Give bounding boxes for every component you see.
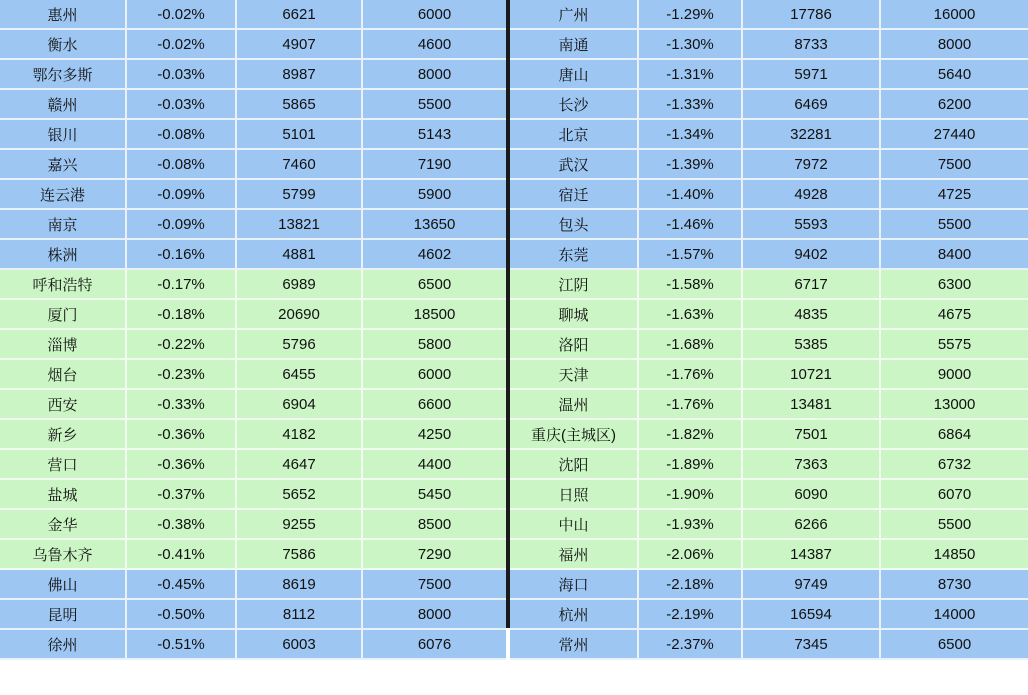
- city-cell: 福州: [510, 539, 638, 569]
- change-cell: -0.45%: [126, 569, 236, 599]
- value-cell: 13481: [742, 389, 880, 419]
- value-cell: 4675: [880, 299, 1028, 329]
- value-cell: 4600: [362, 29, 506, 59]
- right-table-body: [510, 0, 1028, 659]
- value-cell: 8619: [236, 569, 362, 599]
- change-cell: -0.50%: [126, 599, 236, 629]
- value-cell: 27440: [880, 119, 1028, 149]
- change-cell: -1.33%: [638, 89, 742, 119]
- table-row: [510, 149, 1028, 179]
- value-cell: 4647: [236, 449, 362, 479]
- table-row: [510, 269, 1028, 299]
- value-cell: 8730: [880, 569, 1028, 599]
- city-cell: 营口: [0, 449, 126, 479]
- value-cell: 6717: [742, 269, 880, 299]
- value-cell: 7586: [236, 539, 362, 569]
- change-cell: -1.30%: [638, 29, 742, 59]
- city-cell: 株洲: [0, 239, 126, 269]
- value-cell: 6600: [362, 389, 506, 419]
- city-cell: 中山: [510, 509, 638, 539]
- table-row: [510, 509, 1028, 539]
- city-cell: 包头: [510, 209, 638, 239]
- city-cell: 武汉: [510, 149, 638, 179]
- change-cell: -1.31%: [638, 59, 742, 89]
- value-cell: 9000: [880, 359, 1028, 389]
- value-cell: 9255: [236, 509, 362, 539]
- change-cell: -0.08%: [126, 149, 236, 179]
- value-cell: 4835: [742, 299, 880, 329]
- value-cell: 5143: [362, 119, 506, 149]
- value-cell: 13821: [236, 209, 362, 239]
- value-cell: 6076: [362, 629, 506, 659]
- city-cell: 惠州: [0, 0, 126, 29]
- value-cell: 5500: [362, 89, 506, 119]
- value-cell: 5800: [362, 329, 506, 359]
- change-cell: -1.76%: [638, 389, 742, 419]
- table-row: [510, 419, 1028, 449]
- city-cell: 连云港: [0, 179, 126, 209]
- city-cell: 昆明: [0, 599, 126, 629]
- value-cell: 4881: [236, 239, 362, 269]
- city-cell: 烟台: [0, 359, 126, 389]
- change-cell: -1.40%: [638, 179, 742, 209]
- value-cell: 6090: [742, 479, 880, 509]
- value-cell: 8000: [880, 29, 1028, 59]
- value-cell: 7290: [362, 539, 506, 569]
- value-cell: 6989: [236, 269, 362, 299]
- table-row: [0, 419, 506, 449]
- table-row: [510, 479, 1028, 509]
- table-row: [510, 239, 1028, 269]
- table-row: [0, 509, 506, 539]
- change-cell: -0.02%: [126, 0, 236, 29]
- table-row: [510, 29, 1028, 59]
- table-row: [510, 389, 1028, 419]
- table-row: [0, 329, 506, 359]
- left-table-body: [0, 0, 506, 659]
- change-cell: -0.38%: [126, 509, 236, 539]
- table-row: [0, 629, 506, 659]
- value-cell: 5593: [742, 209, 880, 239]
- value-cell: 8000: [362, 599, 506, 629]
- change-cell: -1.57%: [638, 239, 742, 269]
- table-row: [510, 449, 1028, 479]
- value-cell: 4400: [362, 449, 506, 479]
- city-cell: 金华: [0, 509, 126, 539]
- change-cell: -0.51%: [126, 629, 236, 659]
- value-cell: 5385: [742, 329, 880, 359]
- change-cell: -1.93%: [638, 509, 742, 539]
- table-row: [510, 209, 1028, 239]
- value-cell: 6000: [362, 0, 506, 29]
- city-cell: 呼和浩特: [0, 269, 126, 299]
- table-row: [0, 359, 506, 389]
- table-row: [0, 479, 506, 509]
- change-cell: -1.68%: [638, 329, 742, 359]
- value-cell: 7190: [362, 149, 506, 179]
- change-cell: -0.09%: [126, 209, 236, 239]
- change-cell: -1.29%: [638, 0, 742, 29]
- value-cell: 5500: [880, 509, 1028, 539]
- table-row: [510, 299, 1028, 329]
- value-cell: 5500: [880, 209, 1028, 239]
- value-cell: 7501: [742, 419, 880, 449]
- city-cell: 广州: [510, 0, 638, 29]
- value-cell: 32281: [742, 119, 880, 149]
- value-cell: 6904: [236, 389, 362, 419]
- city-cell: 厦门: [0, 299, 126, 329]
- change-cell: -0.18%: [126, 299, 236, 329]
- value-cell: 5575: [880, 329, 1028, 359]
- value-cell: 6300: [880, 269, 1028, 299]
- value-cell: 6500: [362, 269, 506, 299]
- value-cell: 6500: [880, 629, 1028, 659]
- value-cell: 9402: [742, 239, 880, 269]
- table-row: [510, 179, 1028, 209]
- change-cell: -0.37%: [126, 479, 236, 509]
- table-row: [510, 119, 1028, 149]
- change-cell: -1.82%: [638, 419, 742, 449]
- table-row: [0, 569, 506, 599]
- value-cell: 7345: [742, 629, 880, 659]
- change-cell: -0.36%: [126, 419, 236, 449]
- table-row: [510, 329, 1028, 359]
- table-row: [0, 389, 506, 419]
- table-row: [510, 569, 1028, 599]
- change-cell: -1.63%: [638, 299, 742, 329]
- value-cell: 5652: [236, 479, 362, 509]
- table-row: [0, 209, 506, 239]
- change-cell: -2.18%: [638, 569, 742, 599]
- city-cell: 盐城: [0, 479, 126, 509]
- city-cell: 鄂尔多斯: [0, 59, 126, 89]
- value-cell: 4928: [742, 179, 880, 209]
- change-cell: -0.16%: [126, 239, 236, 269]
- change-cell: -1.90%: [638, 479, 742, 509]
- value-cell: 5101: [236, 119, 362, 149]
- table-row: [510, 599, 1028, 629]
- change-cell: -0.03%: [126, 59, 236, 89]
- change-cell: -1.89%: [638, 449, 742, 479]
- change-cell: -0.23%: [126, 359, 236, 389]
- table-row: [0, 539, 506, 569]
- city-cell: 宿迁: [510, 179, 638, 209]
- value-cell: 7500: [362, 569, 506, 599]
- change-cell: -1.76%: [638, 359, 742, 389]
- left-table: [0, 0, 506, 660]
- value-cell: 6200: [880, 89, 1028, 119]
- table-row: [0, 299, 506, 329]
- city-cell: 常州: [510, 629, 638, 659]
- table-row: [510, 89, 1028, 119]
- table-row: [0, 599, 506, 629]
- value-cell: 8400: [880, 239, 1028, 269]
- change-cell: -1.39%: [638, 149, 742, 179]
- value-cell: 6864: [880, 419, 1028, 449]
- change-cell: -0.33%: [126, 389, 236, 419]
- value-cell: 7460: [236, 149, 362, 179]
- value-cell: 5865: [236, 89, 362, 119]
- change-cell: -0.17%: [126, 269, 236, 299]
- change-cell: -1.34%: [638, 119, 742, 149]
- value-cell: 14850: [880, 539, 1028, 569]
- city-cell: 东莞: [510, 239, 638, 269]
- value-cell: 4602: [362, 239, 506, 269]
- table-row: [0, 149, 506, 179]
- table-row: [0, 89, 506, 119]
- value-cell: 9749: [742, 569, 880, 599]
- value-cell: 5796: [236, 329, 362, 359]
- value-cell: 7363: [742, 449, 880, 479]
- table-row: [0, 179, 506, 209]
- change-cell: -0.22%: [126, 329, 236, 359]
- change-cell: -1.58%: [638, 269, 742, 299]
- city-cell: 佛山: [0, 569, 126, 599]
- table-row: [0, 449, 506, 479]
- table-row: [0, 59, 506, 89]
- city-cell: 赣州: [0, 89, 126, 119]
- table-row: [510, 59, 1028, 89]
- table-row: [0, 29, 506, 59]
- value-cell: 6732: [880, 449, 1028, 479]
- value-cell: 6621: [236, 0, 362, 29]
- change-cell: -0.41%: [126, 539, 236, 569]
- value-cell: 13000: [880, 389, 1028, 419]
- value-cell: 13650: [362, 209, 506, 239]
- city-cell: 乌鲁木齐: [0, 539, 126, 569]
- table-row: [510, 0, 1028, 29]
- value-cell: 6469: [742, 89, 880, 119]
- value-cell: 5971: [742, 59, 880, 89]
- value-cell: 7500: [880, 149, 1028, 179]
- value-cell: 18500: [362, 299, 506, 329]
- table-row: [510, 359, 1028, 389]
- value-cell: 6003: [236, 629, 362, 659]
- value-cell: 7972: [742, 149, 880, 179]
- value-cell: 6000: [362, 359, 506, 389]
- table-row: [510, 629, 1028, 659]
- table-row: [0, 269, 506, 299]
- value-cell: 14387: [742, 539, 880, 569]
- value-cell: 5640: [880, 59, 1028, 89]
- value-cell: 4182: [236, 419, 362, 449]
- change-cell: -0.02%: [126, 29, 236, 59]
- value-cell: 17786: [742, 0, 880, 29]
- city-cell: 沈阳: [510, 449, 638, 479]
- change-cell: -2.06%: [638, 539, 742, 569]
- value-cell: 14000: [880, 599, 1028, 629]
- value-cell: 5900: [362, 179, 506, 209]
- city-cell: 南通: [510, 29, 638, 59]
- city-cell: 银川: [0, 119, 126, 149]
- table-row: [510, 539, 1028, 569]
- value-cell: 8000: [362, 59, 506, 89]
- table-row: [0, 0, 506, 29]
- value-cell: 8112: [236, 599, 362, 629]
- value-cell: 6266: [742, 509, 880, 539]
- city-cell: 聊城: [510, 299, 638, 329]
- value-cell: 4250: [362, 419, 506, 449]
- change-cell: -0.36%: [126, 449, 236, 479]
- value-cell: 5799: [236, 179, 362, 209]
- city-cell: 西安: [0, 389, 126, 419]
- value-cell: 8987: [236, 59, 362, 89]
- value-cell: 6070: [880, 479, 1028, 509]
- city-cell: 南京: [0, 209, 126, 239]
- city-cell: 新乡: [0, 419, 126, 449]
- change-cell: -0.08%: [126, 119, 236, 149]
- city-cell: 重庆(主城区): [510, 419, 638, 449]
- change-cell: -2.19%: [638, 599, 742, 629]
- value-cell: 4907: [236, 29, 362, 59]
- change-cell: -2.37%: [638, 629, 742, 659]
- city-cell: 北京: [510, 119, 638, 149]
- value-cell: 16594: [742, 599, 880, 629]
- city-cell: 温州: [510, 389, 638, 419]
- value-cell: 10721: [742, 359, 880, 389]
- city-cell: 长沙: [510, 89, 638, 119]
- city-cell: 淄博: [0, 329, 126, 359]
- value-cell: 5450: [362, 479, 506, 509]
- city-cell: 嘉兴: [0, 149, 126, 179]
- value-cell: 8733: [742, 29, 880, 59]
- change-cell: -0.03%: [126, 89, 236, 119]
- city-cell: 洛阳: [510, 329, 638, 359]
- value-cell: 20690: [236, 299, 362, 329]
- table-row: [0, 119, 506, 149]
- change-cell: -0.09%: [126, 179, 236, 209]
- city-cell: 徐州: [0, 629, 126, 659]
- city-cell: 杭州: [510, 599, 638, 629]
- table-row: [0, 239, 506, 269]
- city-cell: 天津: [510, 359, 638, 389]
- value-cell: 4725: [880, 179, 1028, 209]
- city-cell: 海口: [510, 569, 638, 599]
- value-cell: 8500: [362, 509, 506, 539]
- change-cell: -1.46%: [638, 209, 742, 239]
- city-cell: 衡水: [0, 29, 126, 59]
- right-table: [510, 0, 1028, 660]
- value-cell: 6455: [236, 359, 362, 389]
- city-cell: 唐山: [510, 59, 638, 89]
- city-cell: 江阴: [510, 269, 638, 299]
- value-cell: 16000: [880, 0, 1028, 29]
- city-cell: 日照: [510, 479, 638, 509]
